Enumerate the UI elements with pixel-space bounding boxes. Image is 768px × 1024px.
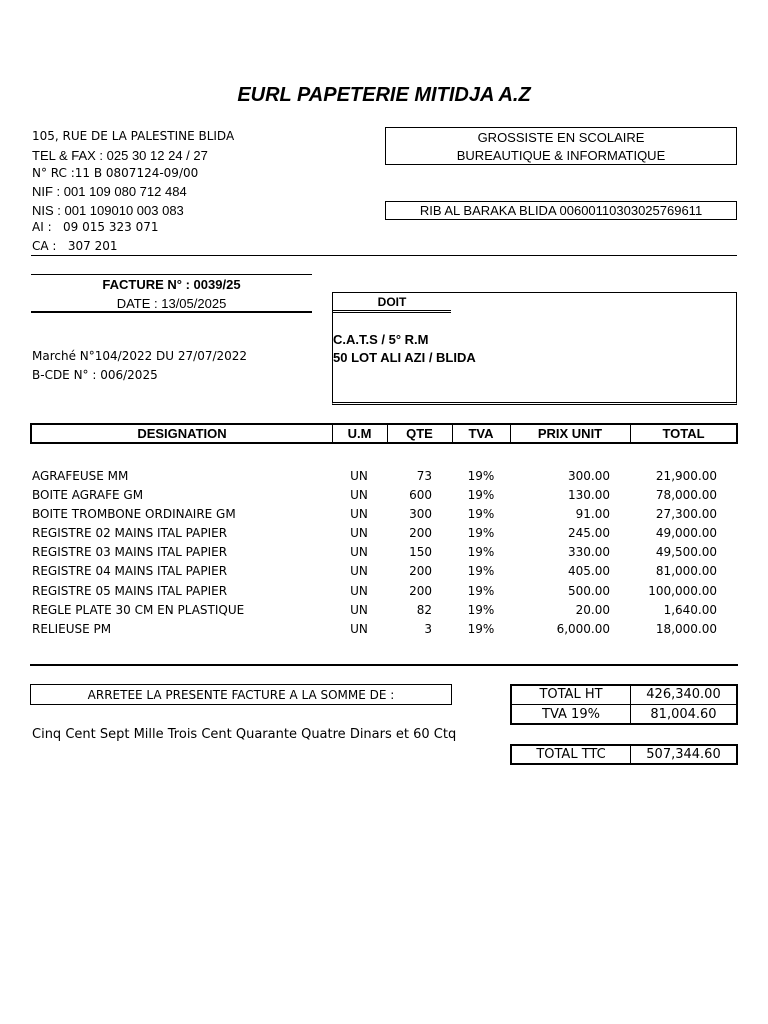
- cell-um: UN: [350, 545, 368, 559]
- cell-um: UN: [350, 507, 368, 521]
- cell-total: 49,500.00: [655, 545, 717, 559]
- cell-qte: 600: [409, 488, 432, 502]
- cell-um: UN: [350, 564, 368, 578]
- cell-tva: 19%: [467, 584, 495, 598]
- cell-total: 27,300.00: [655, 507, 717, 521]
- cell-qte: 300: [409, 507, 432, 521]
- header-um: U.M: [347, 426, 372, 441]
- cell-designation: REGISTRE 02 MAINS ITAL PAPIER: [32, 526, 228, 540]
- cell-tva: 19%: [467, 469, 495, 483]
- cell-total: 1,640.00: [663, 603, 717, 617]
- table-row: [0, 469, 768, 488]
- client-address: 50 LOT ALI AZI / BLIDA: [333, 350, 476, 365]
- company-ai: AI : 09 015 323 071: [32, 220, 159, 234]
- company-tel-fax: TEL & FAX : 025 30 12 24 / 27: [32, 148, 208, 163]
- company-name: EURL PAPETERIE MITIDJA A.Z: [237, 84, 531, 106]
- invoice-bottom-line: [31, 311, 312, 313]
- marche-reference: Marché N°104/2022 DU 27/07/2022: [32, 349, 248, 363]
- cell-prix-unit: 245.00: [568, 526, 610, 540]
- cell-tva: 19%: [467, 488, 495, 502]
- cell-designation: REGISTRE 05 MAINS ITAL PAPIER: [32, 584, 228, 598]
- total-ht-label: TOTAL HT: [539, 687, 603, 702]
- cell-prix-unit: 20.00: [575, 603, 610, 617]
- cell-tva: 19%: [467, 622, 495, 636]
- cell-qte: 200: [409, 564, 432, 578]
- activity-box: [385, 127, 737, 165]
- doit-underline: [333, 310, 451, 313]
- cell-designation: RELIEUSE PM: [32, 622, 112, 636]
- cell-tva: 19%: [467, 526, 495, 540]
- cell-qte: 150: [409, 545, 432, 559]
- header-tva: TVA: [468, 426, 494, 441]
- cell-designation: REGLE PLATE 30 CM EN PLASTIQUE: [32, 603, 245, 617]
- invoice-date: DATE : 13/05/2025: [116, 296, 227, 311]
- header-prix-unit: PRIX UNIT: [537, 426, 603, 441]
- cell-um: UN: [350, 526, 368, 540]
- cell-prix-unit: 405.00: [568, 564, 610, 578]
- doit-label: DOIT: [377, 295, 407, 309]
- total-ttc-value: 507,344.60: [646, 747, 721, 762]
- cell-total: 100,000.00: [648, 584, 717, 598]
- company-nif: NIF : 001 109 080 712 484: [32, 184, 187, 199]
- tva-value: 81,004.60: [650, 707, 717, 722]
- company-rc: N° RC :11 B 0807124-09/00: [32, 166, 199, 180]
- table-row: [0, 603, 768, 622]
- header-qte: QTE: [406, 426, 433, 441]
- cell-total: 18,000.00: [655, 622, 717, 636]
- cell-qte: 73: [416, 469, 432, 483]
- cell-um: UN: [350, 488, 368, 502]
- invoice-number: FACTURE N° : 0039/25: [102, 277, 241, 292]
- cell-um: UN: [350, 584, 368, 598]
- arrete-label: ARRETEE LA PRESENTE FACTURE A LA SOMME DE :: [87, 688, 395, 702]
- table-row: [0, 507, 768, 526]
- cell-total: 21,900.00: [655, 469, 717, 483]
- activity-line-2: BUREAUTIQUE & INFORMATIQUE: [456, 148, 666, 163]
- invoice-top-line: [31, 274, 312, 275]
- rib-box: [385, 201, 737, 220]
- cell-qte: 82: [416, 603, 432, 617]
- cell-designation: BOITE AGRAFE GM: [32, 488, 144, 502]
- total-ht-value: 426,340.00: [646, 687, 721, 702]
- cell-designation: AGRAFEUSE MM: [32, 469, 129, 483]
- table-row: [0, 488, 768, 507]
- cell-qte: 3: [424, 622, 432, 636]
- client-name: C.A.T.S / 5° R.M: [333, 332, 429, 347]
- cell-designation: REGISTRE 04 MAINS ITAL PAPIER: [32, 564, 228, 578]
- bcde-reference: B-CDE N° : 006/2025: [32, 368, 158, 382]
- cell-qte: 200: [409, 526, 432, 540]
- cell-total: 81,000.00: [655, 564, 717, 578]
- arrete-box: [30, 684, 452, 705]
- cell-designation: REGISTRE 03 MAINS ITAL PAPIER: [32, 545, 228, 559]
- company-ca: CA : 307 201: [32, 239, 118, 253]
- header-total: TOTAL: [662, 426, 705, 441]
- cell-prix-unit: 500.00: [568, 584, 610, 598]
- cell-designation: BOITE TROMBONE ORDINAIRE GM: [32, 507, 236, 521]
- cell-um: UN: [350, 603, 368, 617]
- table-row: [0, 545, 768, 564]
- cell-total: 49,000.00: [655, 526, 717, 540]
- activity-line-1: GROSSISTE EN SCOLAIRE: [477, 130, 645, 145]
- table-row: [0, 564, 768, 583]
- cell-prix-unit: 6,000.00: [556, 622, 610, 636]
- header-designation: DESIGNATION: [137, 426, 227, 441]
- amount-in-words: Cinq Cent Sept Mille Trois Cent Quarante Quatre Dinars et 60 Ctq: [32, 727, 457, 742]
- table-row: [0, 526, 768, 545]
- cell-tva: 19%: [467, 507, 495, 521]
- header-divider: [31, 255, 737, 256]
- cell-tva: 19%: [467, 545, 495, 559]
- cell-tva: 19%: [467, 603, 495, 617]
- cell-total: 78,000.00: [655, 488, 717, 502]
- total-ttc-label: TOTAL TTC: [536, 747, 606, 762]
- company-nis: NIS : 001 109010 003 083: [32, 203, 184, 218]
- cell-prix-unit: 300.00: [568, 469, 610, 483]
- table-end-line: [30, 664, 738, 666]
- cell-prix-unit: 91.00: [575, 507, 610, 521]
- company-address: 105, RUE DE LA PALESTINE BLIDA: [32, 129, 235, 143]
- cell-um: UN: [350, 469, 368, 483]
- cell-tva: 19%: [467, 564, 495, 578]
- cell-prix-unit: 330.00: [568, 545, 610, 559]
- rib-text: RIB AL BARAKA BLIDA 00600110303025769611: [419, 203, 703, 218]
- cell-um: UN: [350, 622, 368, 636]
- cell-qte: 200: [409, 584, 432, 598]
- cell-prix-unit: 130.00: [568, 488, 610, 502]
- tva-label: TVA 19%: [542, 707, 600, 722]
- table-row: [0, 584, 768, 603]
- table-row: [0, 622, 768, 641]
